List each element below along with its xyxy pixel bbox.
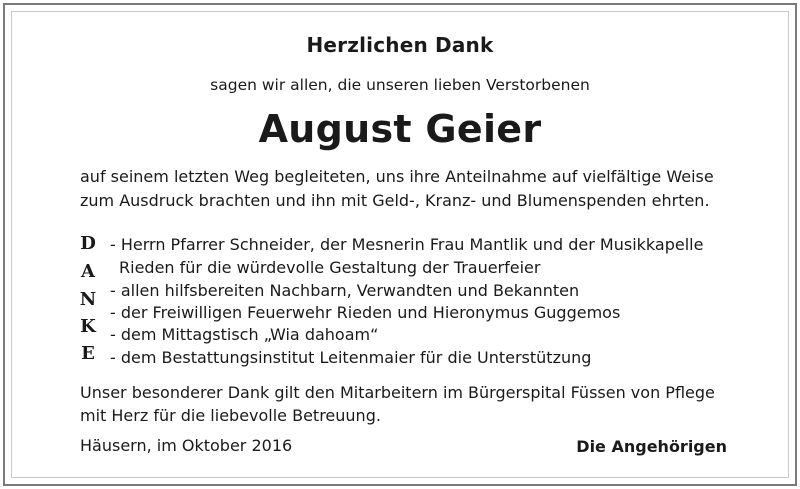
danke-letter-k: K: [80, 316, 96, 337]
thanks-line: Rieden für die würdevolle Gestaltung der Trauerfeier: [119, 258, 541, 277]
thanks-line: - dem Mittagstisch „Wia dahoam“: [110, 325, 379, 344]
outro-line: Unser besonderer Dank gilt den Mitarbeitern im Bürgerspital Füssen von Pflege: [80, 383, 715, 402]
danke-letter-e: E: [81, 343, 95, 364]
thanks-line: - der Freiwilligen Feuerwehr Rieden und Hieronymus Guggemos: [110, 303, 621, 322]
intro-line: zum Ausdruck brachten und ihn mit Geld-, Kranz- und Blumenspenden ehrten.: [80, 191, 710, 210]
danke-letter-a: A: [81, 261, 95, 282]
thanks-line: - Herrn Pfarrer Schneider, der Mesnerin Frau Mantlik und der Musikkapelle: [110, 235, 704, 254]
notice-subtitle: sagen wir allen, die unseren lieben Verstorbenen: [210, 76, 590, 94]
notice-title: Herzlichen Dank: [306, 33, 494, 57]
signature: Die Angehörigen: [576, 437, 727, 456]
deceased-name: August Geier: [258, 107, 542, 151]
thanks-line: - dem Bestattungsinstitut Leitenmaier für die Unterstützung: [110, 348, 592, 367]
intro-line: auf seinem letzten Weg begleiteten, uns ihre Anteilnahme auf vielfältige Weise: [80, 167, 714, 186]
thanks-line: - allen hilfsbereiten Nachbarn, Verwandten und Bekannten: [110, 281, 580, 300]
outro-line: mit Herz für die liebevolle Betreuung.: [80, 406, 381, 425]
danke-letter-n: N: [79, 289, 97, 310]
danke-letter-d: D: [80, 233, 96, 254]
place-date: Häusern, im Oktober 2016: [80, 436, 293, 455]
